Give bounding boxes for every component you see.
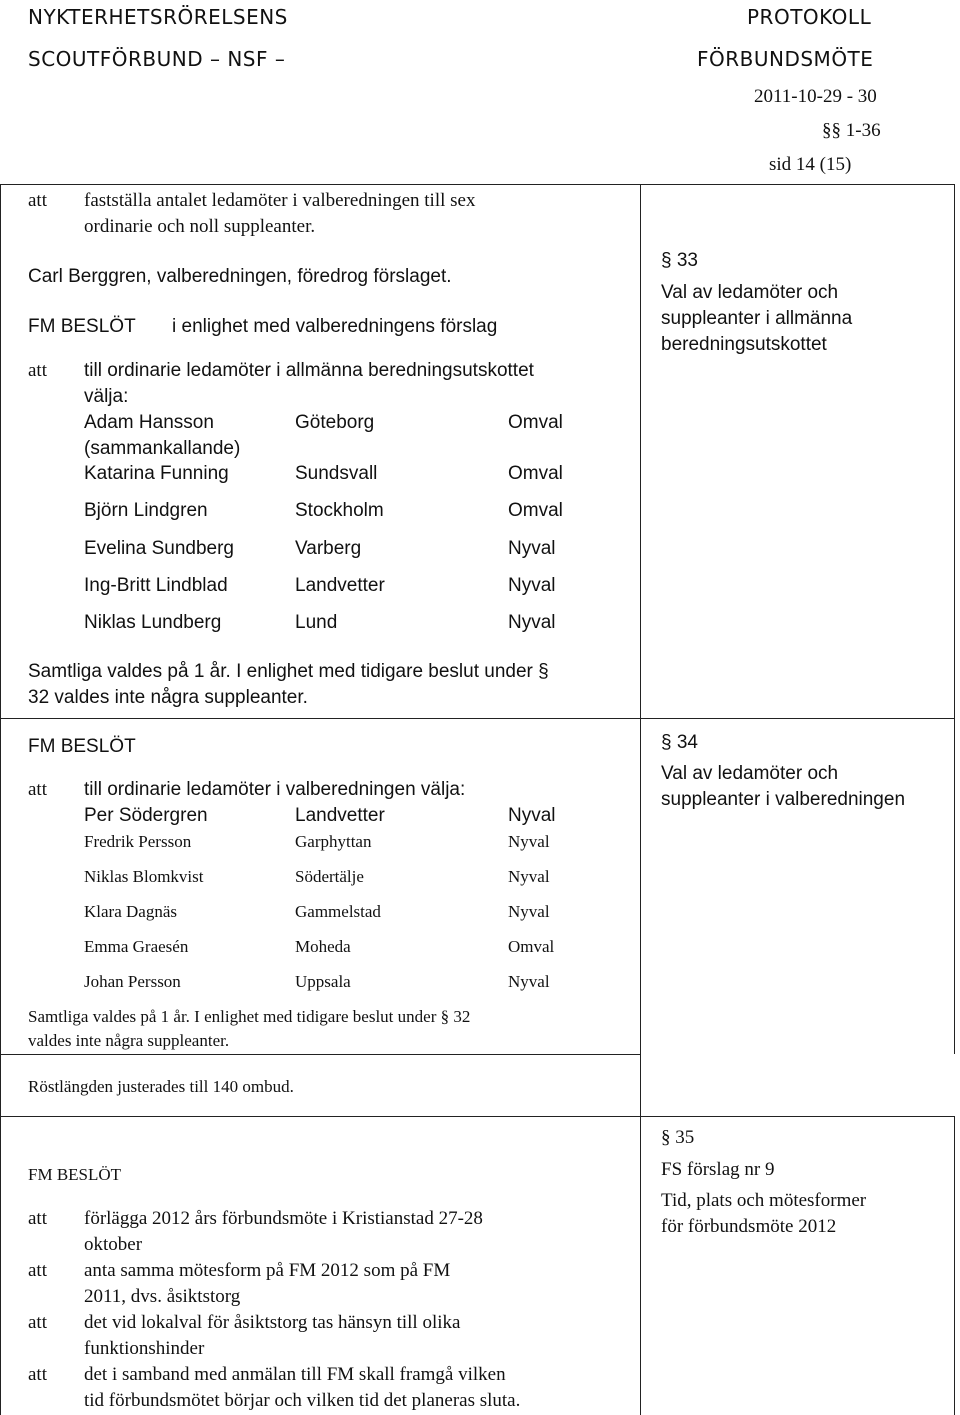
member-name: Niklas Blomkvist bbox=[84, 867, 204, 886]
member-city: Stockholm bbox=[295, 500, 384, 521]
section-number: § 33 bbox=[661, 250, 698, 271]
member-city: Landvetter bbox=[295, 805, 385, 826]
member-status: Omval bbox=[508, 412, 563, 433]
org-name-line2: SCOUTFÖRBUND – NSF – bbox=[28, 47, 286, 71]
member-name: Fredrik Persson bbox=[84, 832, 192, 851]
row-divider-1 bbox=[0, 718, 954, 719]
doc-type: PROTOKOLL bbox=[747, 5, 872, 29]
section-title: beredningsutskottet bbox=[661, 334, 827, 355]
table-right-border-1 bbox=[954, 184, 955, 718]
table-right-border-2 bbox=[954, 718, 955, 1054]
member-city: Varberg bbox=[295, 538, 362, 559]
member-name: Evelina Sundberg bbox=[84, 538, 234, 559]
table-right-border-3 bbox=[954, 1116, 955, 1415]
column-divider-4 bbox=[640, 1116, 641, 1415]
member-name: Per Södergren bbox=[84, 805, 208, 826]
member-status: Nyval bbox=[508, 902, 550, 921]
member-name: (sammankallande) bbox=[84, 438, 241, 459]
member-name: Emma Graesén bbox=[84, 937, 189, 956]
member-status: Omval bbox=[508, 937, 555, 956]
section-title: Tid, plats och mötesformer bbox=[661, 1190, 867, 1211]
meeting-dates: 2011-10-29 - 30 bbox=[754, 86, 877, 107]
section-title: Val av ledamöter och bbox=[661, 282, 839, 303]
att-label: att bbox=[28, 1208, 47, 1229]
att-label: att bbox=[28, 1364, 47, 1385]
member-name: Klara Dagnäs bbox=[84, 902, 177, 921]
row-divider-2 bbox=[0, 1054, 640, 1055]
member-name: Adam Hansson bbox=[84, 412, 214, 433]
att-label: att bbox=[28, 190, 47, 211]
member-name: Katarina Funning bbox=[84, 463, 229, 484]
item-line: det i samband med anmälan till FM skall framgå vilken bbox=[84, 1364, 506, 1385]
note-line: valdes inte några suppleanter. bbox=[28, 1031, 230, 1050]
member-city: Sundsvall bbox=[295, 463, 378, 484]
member-city: Moheda bbox=[295, 937, 351, 956]
member-city: Gammelstad bbox=[295, 902, 381, 921]
page-number: sid 14 (15) bbox=[769, 154, 852, 175]
att-label: att bbox=[28, 779, 47, 800]
item-line: oktober bbox=[84, 1234, 143, 1255]
item-line: funktionshinder bbox=[84, 1338, 205, 1359]
table-top-border bbox=[0, 184, 954, 185]
member-name: Björn Lindgren bbox=[84, 500, 208, 521]
member-status: Nyval bbox=[508, 538, 556, 559]
section-range: §§ 1-36 bbox=[822, 120, 881, 141]
roll-call-note: Röstlängden justerades till 140 ombud. bbox=[28, 1077, 294, 1096]
item-line: 2011, dvs. åsiktstorg bbox=[84, 1286, 241, 1307]
member-status: Omval bbox=[508, 463, 563, 484]
note-line: 32 valdes inte några suppleanter. bbox=[28, 687, 308, 708]
note-line: Samtliga valdes på 1 år. I enlighet med tidigare beslut under § 32 bbox=[28, 1007, 471, 1026]
text-line: till ordinarie ledamöter i valberedningen välja: bbox=[84, 779, 466, 800]
org-name-line1: NYKTERHETSRÖRELSENS bbox=[28, 5, 288, 29]
member-status: Nyval bbox=[508, 805, 556, 826]
row-divider-3 bbox=[0, 1116, 954, 1117]
att-label: att bbox=[28, 1312, 47, 1333]
section-title: FS förslag nr 9 bbox=[661, 1159, 775, 1180]
member-city: Södertälje bbox=[295, 867, 364, 886]
member-name: Ing-Britt Lindblad bbox=[84, 575, 228, 596]
item-line: förlägga 2012 års förbundsmöte i Kristianstad 27-28 bbox=[84, 1208, 483, 1229]
text-line: välja: bbox=[84, 386, 129, 407]
member-status: Nyval bbox=[508, 612, 556, 633]
decision-label: FM BESLÖT bbox=[28, 1165, 122, 1184]
member-status: Omval bbox=[508, 500, 563, 521]
text-line: ordinarie och noll suppleanter. bbox=[84, 216, 316, 237]
member-name: Johan Persson bbox=[84, 972, 181, 991]
decision-label: FM BESLÖT bbox=[28, 316, 136, 337]
decision-text: i enlighet med valberedningens förslag bbox=[172, 316, 498, 337]
column-divider-3 bbox=[640, 1054, 641, 1116]
section-number: § 34 bbox=[661, 732, 698, 753]
column-divider-1 bbox=[640, 184, 641, 718]
member-name: Niklas Lundberg bbox=[84, 612, 222, 633]
table-left-border bbox=[0, 184, 1, 1415]
member-status: Nyval bbox=[508, 832, 550, 851]
decision-label: FM BESLÖT bbox=[28, 736, 136, 757]
member-city: Uppsala bbox=[295, 972, 351, 991]
item-line: tid förbundsmötet börjar och vilken tid det planeras sluta. bbox=[84, 1390, 521, 1411]
section-number: § 35 bbox=[661, 1127, 695, 1148]
item-line: det vid lokalval för åsiktstorg tas hänsyn till olika bbox=[84, 1312, 461, 1333]
att-label: att bbox=[28, 360, 47, 381]
section-title: Val av ledamöter och bbox=[661, 763, 839, 784]
presentation-note: Carl Berggren, valberedningen, föredrog förslaget. bbox=[28, 266, 452, 287]
member-city: Garphyttan bbox=[295, 832, 372, 851]
text-line: till ordinarie ledamöter i allmänna beredningsutskottet bbox=[84, 360, 534, 381]
member-status: Nyval bbox=[508, 972, 550, 991]
column-divider-2 bbox=[640, 718, 641, 1054]
member-city: Göteborg bbox=[295, 412, 375, 433]
item-line: anta samma mötesform på FM 2012 som på FM bbox=[84, 1260, 451, 1281]
member-city: Lund bbox=[295, 612, 338, 633]
meeting-title: FÖRBUNDSMÖTE bbox=[697, 47, 874, 71]
member-city: Landvetter bbox=[295, 575, 385, 596]
section-title: suppleanter i allmänna bbox=[661, 308, 853, 329]
text-line: fastställa antalet ledamöter i valberedningen till sex bbox=[84, 190, 476, 211]
att-label: att bbox=[28, 1260, 47, 1281]
note-line: Samtliga valdes på 1 år. I enlighet med tidigare beslut under § bbox=[28, 661, 549, 682]
member-status: Nyval bbox=[508, 867, 550, 886]
section-title: för förbundsmöte 2012 bbox=[661, 1216, 837, 1237]
section-title: suppleanter i valberedningen bbox=[661, 789, 906, 810]
member-status: Nyval bbox=[508, 575, 556, 596]
